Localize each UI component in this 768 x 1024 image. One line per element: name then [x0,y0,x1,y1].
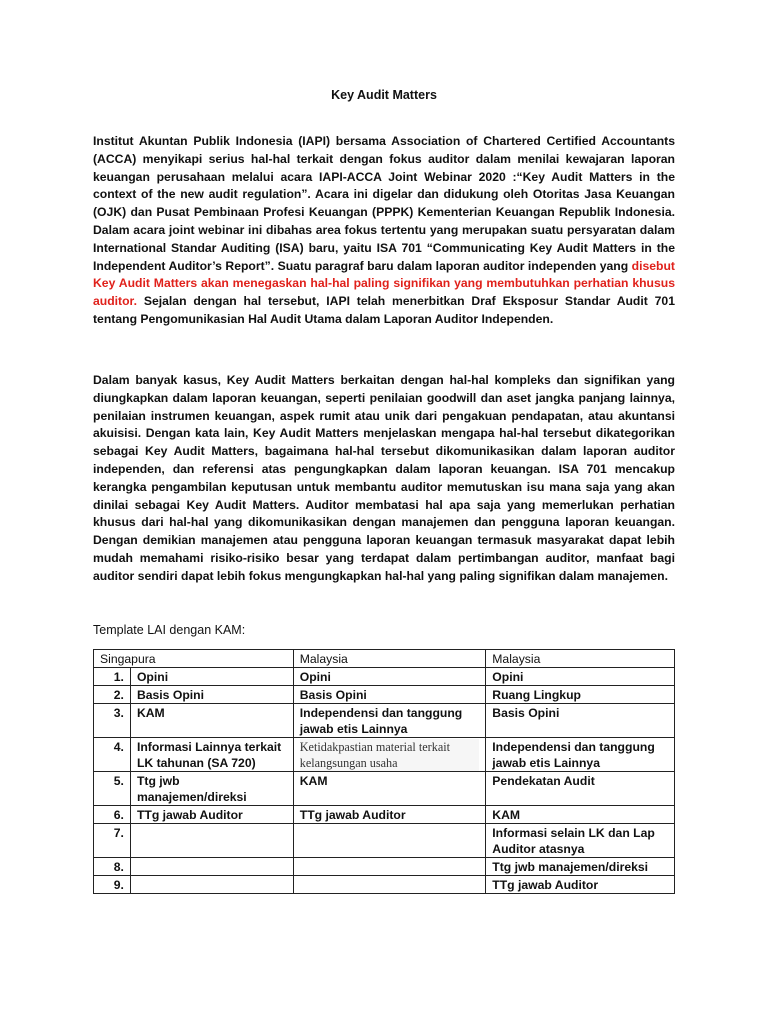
table-row [94,738,675,772]
row-number: 3. [94,704,131,738]
cell-malaysia-1: Independensi dan tanggung jawab etis Lainnya [293,704,486,738]
row-number: 4. [94,738,131,772]
cell-malaysia-2: KAM [486,806,675,824]
cell-malaysia-2: TTg jawab Auditor [486,876,675,894]
cell-singapura [130,876,293,894]
table-row [94,876,675,894]
table-row [94,772,675,806]
row-number: 5. [94,772,131,806]
row-number: 8. [94,858,131,876]
row-number: 6. [94,806,131,824]
row-number: 7. [94,824,131,858]
cell-malaysia-1: KAM [293,772,486,806]
cell-malaysia-1 [293,876,486,894]
document-title: Key Audit Matters [331,88,437,102]
cell-malaysia-2: Independensi dan tanggung jawab etis Lainnya [486,738,675,772]
cell-malaysia-1: Opini [293,668,486,686]
cell-singapura: Ttg jwb manajemen/direksi [130,772,293,806]
table-row [94,858,675,876]
cell-malaysia-1 [293,738,486,772]
cell-malaysia-2: Pendekatan Audit [486,772,675,806]
cell-malaysia-2: Informasi selain LK dan Lap Auditor atasnya [486,824,675,858]
table-row [94,686,675,704]
cell-singapura: Opini [130,668,293,686]
cell-singapura: TTg jawab Auditor [130,806,293,824]
cell-singapura: Informasi Lainnya terkait LK tahunan (SA 720) [130,738,293,772]
paragraph-explanation: Dalam banyak kasus, Key Audit Matters berkaitan dengan hal-hal kompleks dan signifikan yang diungkapkan dalam laporan keuangan, seperti penilaian goodwill dan aset jangka panjang lainnya, penilaian instrumen keuangan, aspek rumit atau unik dari pengakuan pendapatan, atau akuntansi akuisisi. Dengan kata lain, Key Audit Matters menjelaskan mengapa hal-hal tersebut dikategorikan sebagai Key Audit Matters, bagaimana hal-hal tersebut dikomunikasikan dalam laporan auditor independen, dan referensi atas pengungkapkan dalam laporan keuangan. ISA 701 mencakup kerangka pengambilan keputusan untuk membantu auditor memutuskan isu mana saja yang akan dinilai sebagai Key Audit Matters. Auditor membatasi hal apa saja yang memerlukan perhatian khusus dari hal-hal yang dikomunikasikan dengan manajemen dan pengguna laporan keuangan. Dengan demikian manajemen atau pengguna laporan keuangan termasuk masyarakat dapat lebih mudah memahami risiko-risiko besar yang terdapat dalam pertimbangan auditor, manfaat bagi auditor sendiri dapat lebih fokus mengungkapkan hal-hal yang paling signifikan dalam manajemen. [93,373,675,583]
cell-malaysia-2: Basis Opini [486,704,675,738]
paragraph-intro-text-end: Sejalan dengan hal tersebut, IAPI telah menerbitkan Draf Eksposur Standar Audit 701 tentang Pengomunikasian Hal Audit Utama dalam Laporan Auditor Independen. [93,294,675,326]
row-number: 9. [94,876,131,894]
row-number: 1. [94,668,131,686]
cell-singapura: Basis Opini [130,686,293,704]
cell-singapura: KAM [130,704,293,738]
header-malaysia-1: Malaysia [293,650,486,668]
header-singapura: Singapura [94,650,294,668]
table-row [94,824,675,858]
kam-template-table [93,649,675,894]
pasted-note: Ketidakpastian material terkait kelangsungan usaha [300,739,480,771]
table-row [94,668,675,686]
paragraph-intro-highlight: disebut Key Audit Matters akan menegaskan hal-hal paling signifikan yang membutuhkan perhatian khusus auditor. [93,258,675,309]
cell-singapura [130,858,293,876]
row-number: 2. [94,686,131,704]
cell-malaysia-1 [293,858,486,876]
paragraph-intro-text: Institut Akuntan Publik Indonesia (IAPI) bersama Association of Chartered Certified Accountants (ACCA) menyikapi serius hal-hal terkait dengan fokus auditor dalam menilai kewajaran laporan keuangan perusahaan melalui acara IAPI-ACCA Joint Webinar 2020 :“Key Audit Matters in the context of the new audit regulation”. Acara ini digelar dan didukung oleh Otoritas Jasa Keuangan (OJK) dan Pusat Pembinaan Profesi Keuangan (PPPK) Kementerian Keuangan Republik Indonesia. Dalam acara joint webinar ini dibahas area fokus tertentu yang merupakan suatu persyaratan dalam International Standar Auditing (ISA) baru, yaitu ISA 701 “Communicating Key Audit Matters in the Independent Auditor’s Report”. Suatu paragraf baru dalam laporan auditor independen yang [93,134,675,273]
table-header-row [94,650,675,668]
cell-malaysia-1: TTg jawab Auditor [293,806,486,824]
paragraph-intro [93,133,675,329]
cell-malaysia-2: Ruang Lingkup [486,686,675,704]
cell-malaysia-2: Ttg jwb manajemen/direksi [486,858,675,876]
cell-malaysia-1 [293,824,486,858]
table-row [94,704,675,738]
template-label: Template LAI dengan KAM: [93,623,246,637]
cell-singapura [130,824,293,858]
table-row [94,806,675,824]
header-malaysia-2: Malaysia [486,650,675,668]
cell-malaysia-2: Opini [486,668,675,686]
cell-malaysia-1: Basis Opini [293,686,486,704]
